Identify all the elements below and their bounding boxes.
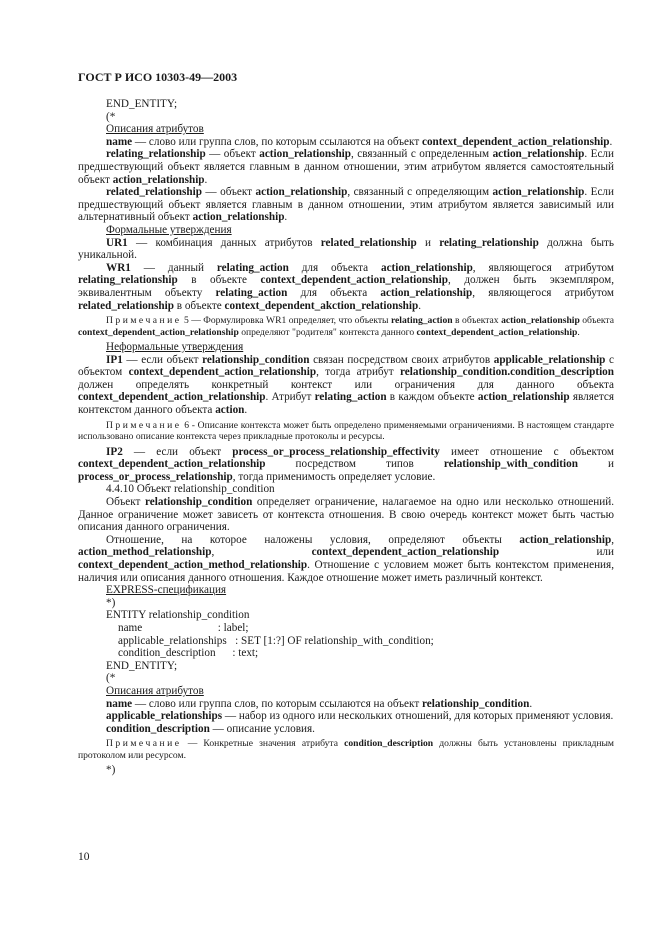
paragraph: name — слово или группа слов, по которым ссылаются на объект context_dependent_action_relationship. bbox=[106, 135, 613, 148]
code-line: *) bbox=[106, 596, 116, 609]
note: Примечание — Конкретные значения атрибута condition_description должны быть установлены прикладным протоколом или ресурсом. bbox=[78, 738, 614, 761]
page-number: 10 bbox=[78, 851, 90, 863]
paragraph: relating_relationship — объект action_relationship, связанный с определенным action_relationship. Если предшествующий объект является главным в данном отношении, этим атрибутом является самостоятельный объект action_relationship. bbox=[78, 148, 615, 186]
paragraph: Объект relationship_condition определяет ограничение, налагаемое на одно или несколько отношений. Данное ограничение может зависеть от контекста отношения. В свою очередь контекст может быть частью описания данного ограничения. bbox=[78, 496, 615, 534]
section-heading: Описания атрибутов bbox=[106, 123, 204, 136]
code-line: END_ENTITY; bbox=[106, 659, 178, 672]
paragraph: name — слово или группа слов, по которым ссылаются на объект relationship_condition. bbox=[106, 697, 533, 710]
paragraph: related_relationship — объект action_relationship, связанный с определяющим action_relationship. Если предшествующий объект является главным в данном отношении, этим атрибутом является зависимый или альтернативный объект action_relationship. bbox=[78, 186, 614, 224]
code-line: ENTITY relationship_condition bbox=[106, 609, 250, 622]
code-line: END_ENTITY; bbox=[106, 98, 178, 110]
note: Примечание 5 — Формулировка WR1 определяет, что объекты relating_action в объектах action_relationship объекта context_dependent_action_relationship определяют "родителя" контекста данного context_dependent_action_relationship. bbox=[78, 315, 614, 338]
document-header: ГОСТ Р ИСО 10303-49—2003 bbox=[78, 70, 238, 84]
subsection-title: 4.4.10 Объект relationship_condition bbox=[106, 483, 275, 496]
paragraph: UR1 — комбинация данных атрибутов related_relationship и relating_relationship должна быть уникальной. bbox=[78, 236, 614, 262]
section-heading: Описания атрибутов bbox=[106, 684, 204, 697]
paragraph: Отношение, на которое наложены условия, определяют объекты action_relationship, action_method_relationship, context_dependent_action_relationship или context_dependent_action_method_relationship. Отношение с условием может быть контекстом применения, наличия или описания данного отношения. Каждое отношение может иметь различный контекст. bbox=[78, 533, 615, 584]
paragraph: applicable_relationships — набор из одного или нескольких отношений, для которых применяют условия. bbox=[106, 710, 614, 723]
code-line: (* bbox=[106, 672, 116, 685]
paragraph: IP2 — если объект process_or_process_relationship_effectivity имеет отношение с объектом context_dependent_action_relationship посредством типов relationship_with_condition и process_or_process_relationship, тогда применимость определяет условие. bbox=[78, 445, 614, 483]
section-heading: EXPRESS-спецификация bbox=[106, 584, 227, 597]
page-content bbox=[78, 98, 614, 777]
note: Примечание 6 - Описание контекста может быть определено применяемыми ограничениями. В настоящем стандарте использовано описание контекста через прикладные протоколы и ресурсы. bbox=[78, 419, 614, 443]
code-line: applicable_relationships : SET [1:?] OF relationship_with_condition; bbox=[118, 634, 434, 647]
section-heading: Неформальные утверждения bbox=[106, 341, 244, 354]
paragraph: IP1 — если объект relationship_condition связан посредством своих атрибутов applicable_relationship с объектом context_dependent_action_relationship, тогда атрибут relationship_condition.condition_description должен определять конкретный контекст или ограничения для данного объекта context_dependent_action_relationship. Атрибут relating_action в каждом объекте action_relationship является контекстом данного объекта action. bbox=[78, 353, 614, 417]
paragraph: condition_description — описание условия. bbox=[106, 722, 315, 735]
code-line: *) bbox=[106, 764, 116, 777]
code-line: (* bbox=[106, 110, 116, 123]
code-line: name : label; bbox=[118, 621, 249, 634]
paragraph: WR1 — данный relating_action для объекта action_relationship, являющегося атрибутом relating_relationship в объекте context_dependent_action_relationship, должен быть экземпляром, эквивалентным объекту relating_action для объекта action_relationship, являющегося атрибутом related_relationship в объекте context_dependent_akction_relationship. bbox=[78, 261, 615, 312]
section-heading: Формальные утверждения bbox=[106, 223, 232, 236]
code-line: condition_description : text; bbox=[118, 647, 259, 660]
